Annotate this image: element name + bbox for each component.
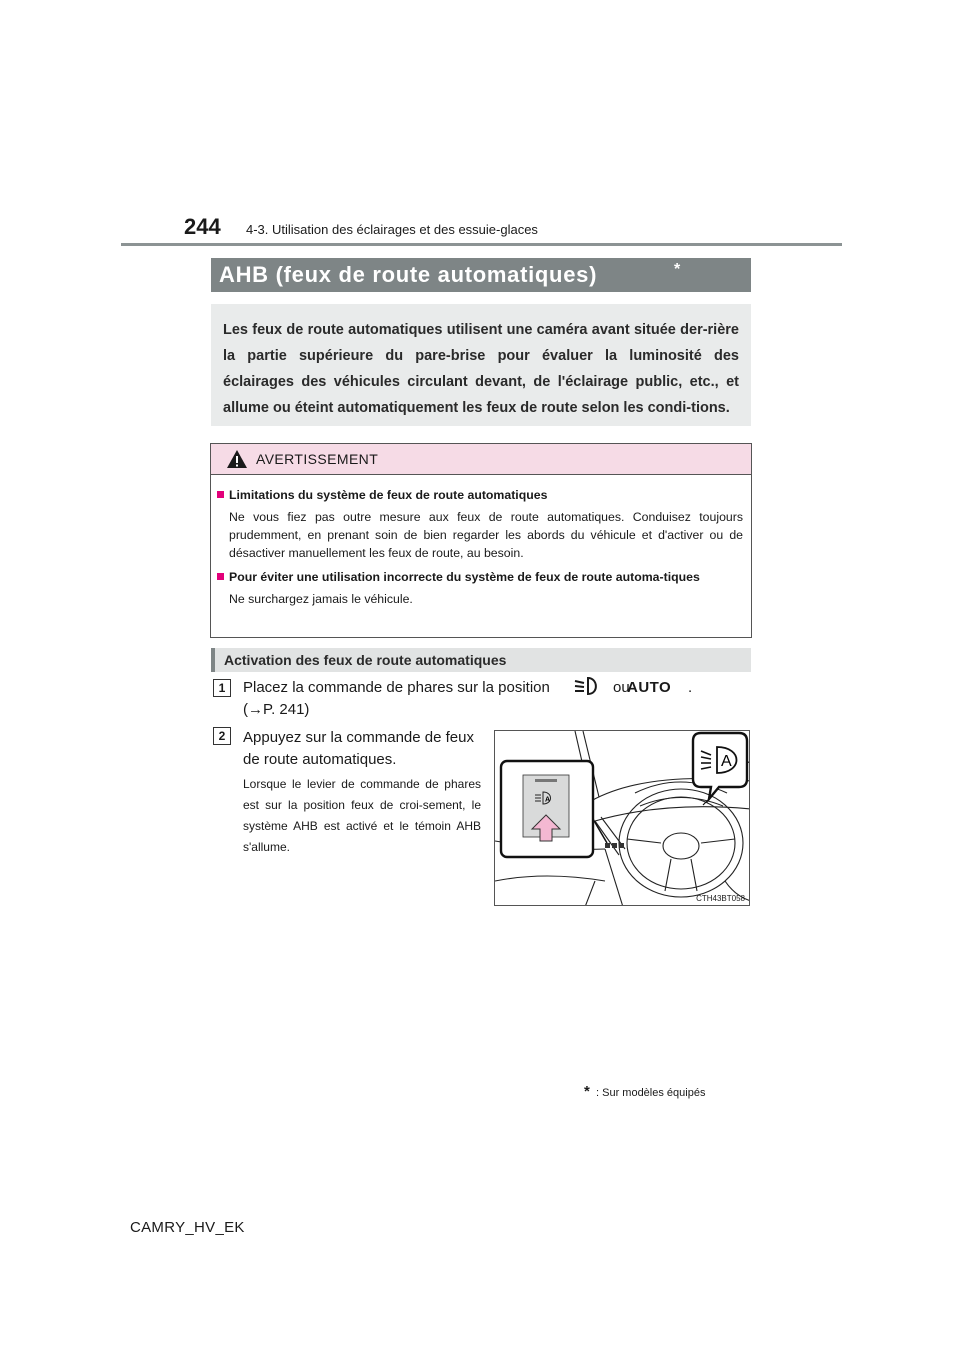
- step-period: .: [688, 679, 693, 696]
- warning-item: [217, 486, 743, 562]
- warning-header: [211, 444, 751, 475]
- warning-item-heading: Pour éviter une utilisation incorrecte du système de feux de route automa-tiques: [229, 570, 700, 584]
- subsection-title: Activation des feux de route automatiques: [224, 652, 507, 668]
- page-number: 244: [184, 214, 221, 239]
- header-divider: [121, 243, 842, 246]
- warning-box: [210, 443, 752, 638]
- dashboard-drawing: [495, 731, 750, 906]
- step-number: 2: [213, 727, 231, 745]
- intro-text: Les feux de route automatiques utilisent une caméra avant située der-rière la partie supérieure du pare-brise pour évaluer la luminosité des éclairages des véhicules circulant devant, de l'éclairage public, etc., et allume ou éteint automatiquement les feux de route selon les condi-tions.: [223, 322, 739, 416]
- warning-triangle-icon: [226, 449, 248, 469]
- footnote-text: : Sur modèles équipés: [596, 1087, 706, 1099]
- bullet-square-icon: [217, 573, 224, 580]
- warning-item-heading: Limitations du système de feux de route automatiques: [229, 488, 548, 502]
- figure-code: CTH43BT058: [696, 894, 745, 903]
- footnote-marker: *: [584, 1083, 590, 1100]
- title-footnote-marker: *: [674, 261, 681, 278]
- warning-item: [217, 568, 743, 608]
- auto-position-label: AUTO: [627, 679, 672, 696]
- intro-box: [211, 304, 751, 426]
- warning-title: AVERTISSEMENT: [256, 451, 379, 467]
- section-title: AHB (feux de route automatiques): [219, 262, 598, 287]
- svg-text:A: A: [721, 753, 732, 770]
- step-or-text: ou: [613, 679, 630, 696]
- page-reference: (→P. 241): [243, 701, 310, 718]
- warning-item-body: Ne vous fiez pas outre mesure aux feux de route automatiques. Conduisez toujours prudemment, en prenant soin de bien regarder les abords du véhicule et d'activer ou de désactiver manuellement les feux de route, au besoin.: [229, 510, 743, 560]
- section-title-bar: [211, 258, 751, 292]
- model-code: CAMRY_HV_EK: [130, 1219, 245, 1236]
- chapter-heading: 4-3. Utilisation des éclairages et des essuie-glaces: [246, 222, 538, 237]
- bullet-square-icon: [217, 491, 224, 498]
- step-text: Appuyez sur la commande de feux de route automatiques.: [243, 729, 474, 768]
- subsection-title-bar: [211, 648, 751, 672]
- low-beam-headlight-icon: [572, 675, 602, 697]
- warning-item-body: Ne surchargez jamais le véhicule.: [229, 592, 413, 606]
- svg-text:A: A: [545, 796, 551, 804]
- step-note: Lorsque le levier de commande de phares est sur la position feux de croi-sement, le système AHB est activé et le témoin AHB s'allume.: [243, 777, 481, 854]
- step-text: Placez la commande de phares sur la position: [243, 679, 550, 696]
- step-number: 1: [213, 679, 231, 697]
- dashboard-illustration: [494, 730, 750, 906]
